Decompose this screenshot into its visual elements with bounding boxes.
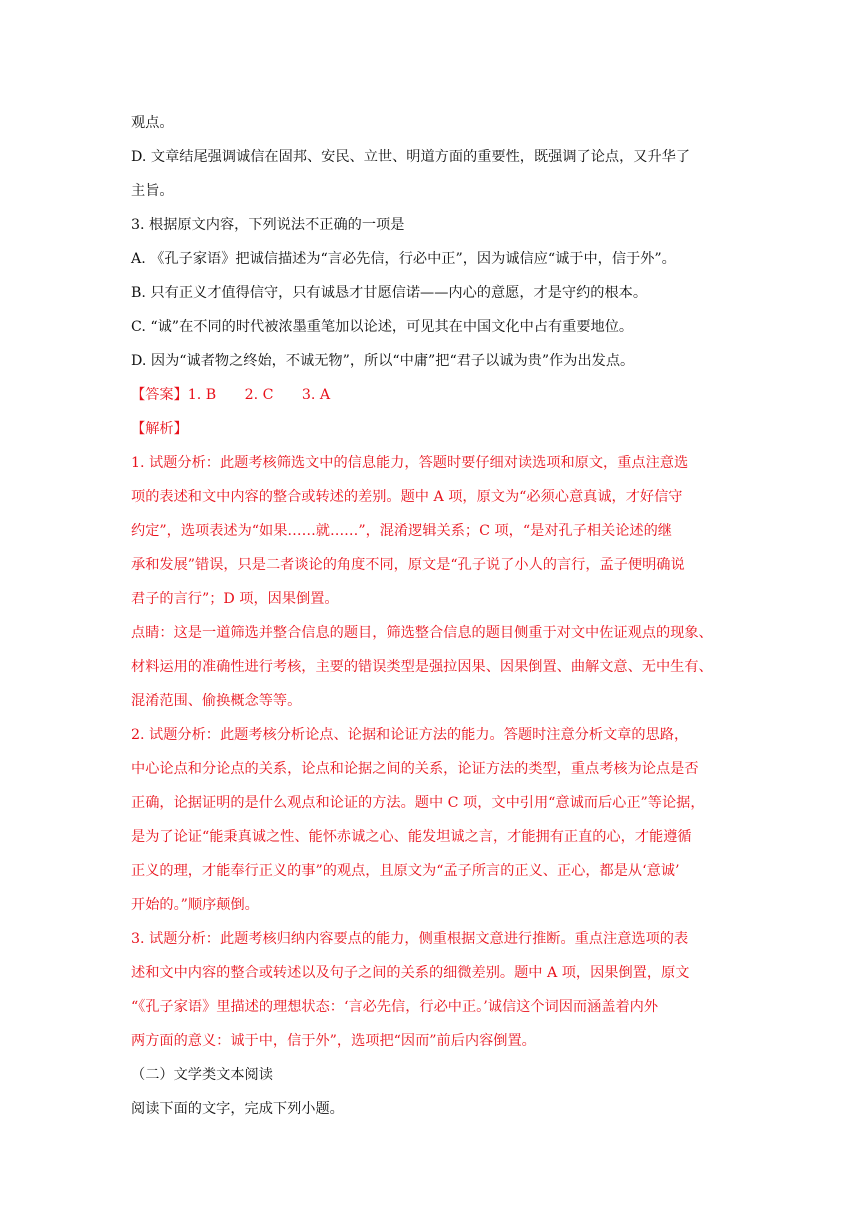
analysis-3-line: “《孔子家语》里描述的理想状态：‘言必先信，行必中正。’诚信这个词因而涵盖着内外 bbox=[131, 999, 659, 1015]
analysis-1-line: 项的表述和文中内容的整合或转述的差别。题中 A 项，原文为“必须心意真诚，才好信守 bbox=[131, 489, 683, 505]
analysis-3-line: 述和文中内容的整合或转述以及句子之间的关系的细微差别。题中 A 项，因果倒置，原文 bbox=[131, 965, 690, 981]
section-instruction: 阅读下面的文字，完成下列小题。 bbox=[131, 1101, 344, 1117]
option-c-tail: 观点。 bbox=[131, 115, 174, 131]
tip-line: 点睛：这是一道筛选并整合信息的题目，筛选整合信息的题目侧重于对文中佐证观点的现象、 bbox=[131, 625, 713, 641]
tip-paragraph bbox=[131, 616, 743, 718]
question-3-option-a: A. 《孔子家语》把诚信描述为“言必先信，行必中正”，因为诚信应“诚于中，信于外”。 bbox=[131, 251, 676, 267]
analysis-paragraph-3 bbox=[131, 922, 743, 1058]
analysis-2-line: 中心论点和分论点的关系，论点和论据之间的关系，论证方法的类型，重点考核为论点是否 bbox=[131, 761, 699, 777]
answer-line bbox=[131, 378, 743, 412]
analysis-2-line: 是为了论证“能秉真诚之性、能怀赤诚之心、能发坦诚之言，才能拥有正直的心，才能遵循 bbox=[131, 829, 692, 845]
answer-tag: 【答案】 bbox=[131, 387, 188, 403]
analysis-1-line: 约定”，选项表述为“如果……就……”，混淆逻辑关系；C 项，“是对孔子相关论述的继 bbox=[131, 523, 672, 539]
answer-values: 1. B 2. C 3. A bbox=[187, 387, 331, 403]
option-d-line-1: D. 文章结尾强调诚信在固邦、安民、立世、明道方面的重要性，既强调了论点，又升华了 bbox=[131, 149, 691, 165]
analysis-paragraph-2 bbox=[131, 718, 743, 922]
question-3-option-b: B. 只有正义才值得信守，只有诚恳才甘愿信诺——内心的意愿，才是守约的根本。 bbox=[131, 285, 648, 301]
question-3-option-d: D. 因为“诚者物之终始，不诚无物”，所以“中庸”把“君子以诚为贵”作为出发点。 bbox=[131, 353, 635, 369]
analysis-3-line: 两方面的意义：诚于中，信于外”，选项把“因而”前后内容倒置。 bbox=[131, 1033, 536, 1049]
tip-line: 混淆范围、偷换概念等等。 bbox=[131, 693, 302, 709]
analysis-tag: 【解析】 bbox=[131, 421, 188, 437]
question-3-stem: 3. 根据原文内容，下列说法不正确的一项是 bbox=[131, 217, 405, 233]
analysis-3-line: 3. 试题分析：此题考核归纳内容要点的能力，侧重根据文意进行推断。重点注意选项的表 bbox=[131, 931, 689, 947]
section-heading: （二）文学类文本阅读 bbox=[131, 1067, 273, 1083]
page-content bbox=[131, 106, 743, 1126]
analysis-2-line: 正义的理，才能奉行正义的事”的观点，且原文为“孟子所言的正义、正心，都是从‘意诚’ bbox=[131, 863, 680, 879]
question-3-option-c: C. “诚”在不同的时代被浓墨重笔加以论述，可见其在中国文化中占有重要地位。 bbox=[131, 319, 634, 335]
tip-line: 材料运用的准确性进行考核，主要的错误类型是强拉因果、因果倒置、曲解文意、无中生有、 bbox=[131, 659, 713, 675]
analysis-1-line: 1. 试题分析：此题考核筛选文中的信息能力，答题时要仔细对读选项和原文，重点注意选 bbox=[131, 455, 689, 471]
analysis-2-line: 2. 试题分析：此题考核分析论点、论据和论证方法的能力。答题时注意分析文章的思路， bbox=[131, 727, 689, 743]
analysis-2-line: 正确，论据证明的是什么观点和论证的方法。题中 C 项，文中引用“意诚而后心正”等论据， bbox=[131, 795, 705, 811]
analysis-2-line: 开始的。”顺序颠倒。 bbox=[131, 897, 259, 913]
analysis-1-line: 君子的言行”；D 项，因果倒置。 bbox=[131, 591, 339, 607]
option-d-line-2: 主旨。 bbox=[131, 183, 174, 199]
analysis-1-line: 承和发展”错误，只是二者谈论的角度不同，原文是“孔子说了小人的言行，孟子便明确说 bbox=[131, 557, 685, 573]
analysis-paragraph-1 bbox=[131, 446, 743, 616]
